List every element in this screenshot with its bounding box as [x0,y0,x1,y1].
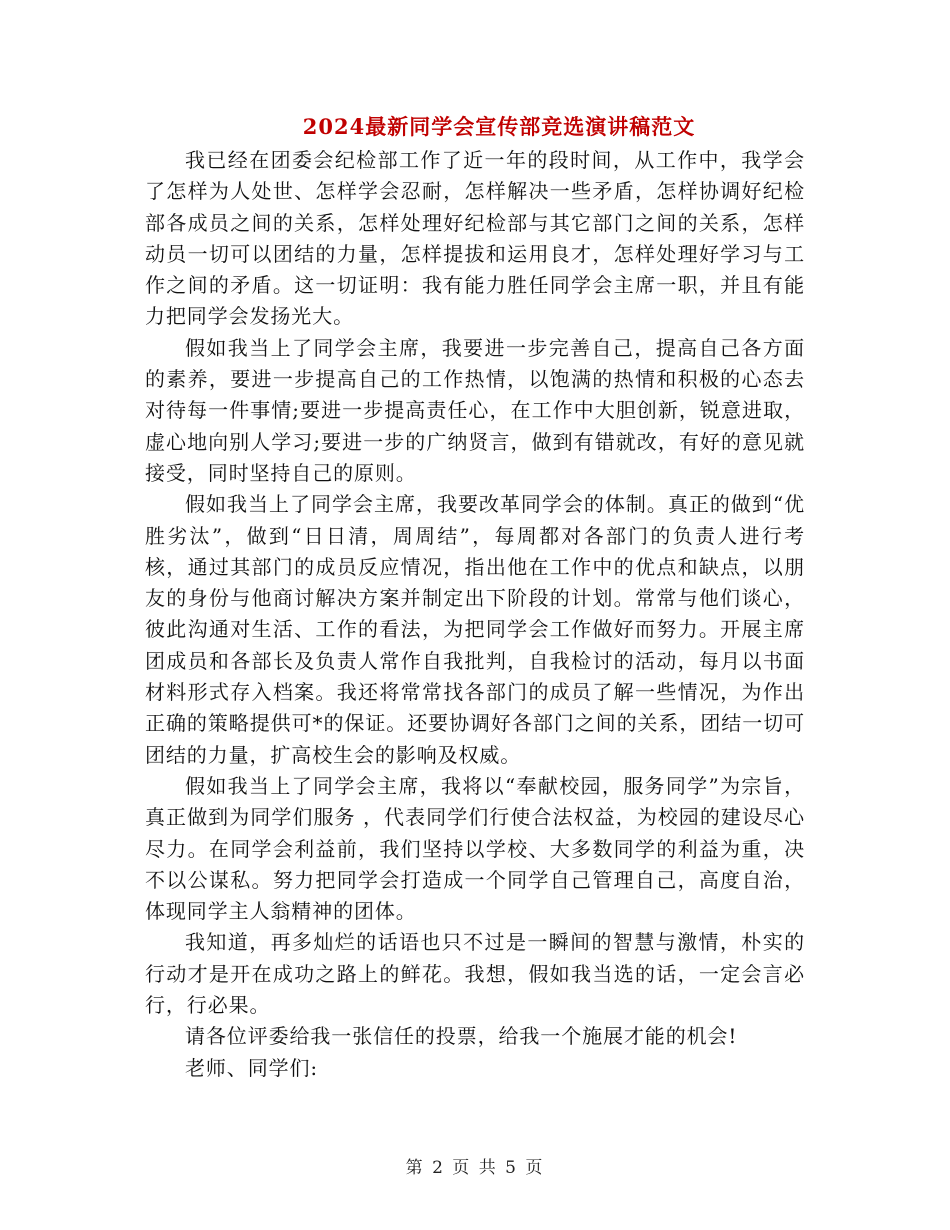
paragraph: 请各位评委给我一张信任的投票，给我一个施展才能的机会! [185,1024,738,1049]
page-number-footer: 第 2 页 共 5 页 [405,1158,545,1178]
paragraph: 假如我当上了同学会主席，我将以“奉献校园，服务同学”为宗旨，真正做到为同学们服务 ，代表同学们行使合法权益，为校园的建设尽心尽力。在同学会利益前，我们坚持以学校、大多数同学的利益为重，决不以公谋私。努力把同学会打造成一个同学自己管理自己，高度自治，体现同学主人翁精神的团体。 [145,773,805,924]
document-body [145,145,805,1084]
paragraph: 我知道，再多灿烂的话语也只不过是一瞬间的智慧与激情，朴实的行动才是开在成功之路上的鲜花。我想，假如我当选的话，一定会言必行，行必果。 [145,930,805,1018]
paragraph: 假如我当上了同学会主席，我要进一步完善自己，提高自己各方面的素养，要进一步提高自己的工作热情，以饱满的热情和积极的心态去对待每一件事情;要进一步提高责任心，在工作中大胆创新，锐意进取，虚心地向别人学习;要进一步的广纳贤言，做到有错就改，有好的意见就接受，同时坚持自己的原则。 [145,335,805,485]
document-title: 2024最新同学会宣传部竞选演讲稿范文 [302,114,696,139]
paragraph: 老师、同学们: [185,1055,319,1080]
paragraph: 假如我当上了同学会主席，我要改革同学会的体制。真正的做到“优胜劣汰”，做到“日日清，周周结”，每周都对各部门的负责人进行考核，通过其部门的成员反应情况，指出他在工作中的优点和缺点，以朋友的身份与他商讨解决方案并制定出下阶段的计划。常常与他们谈心，彼此沟通对生活、工作的看法，为把同学会工作做好而努力。开展主席团成员和各部长及负责人常作自我批判，自我检讨的活动，每月以书面材料形式存入档案。我还将常常找各部门的成员了解一些情况，为作出正确的策略提供可*的保证。还要协调好各部门之间的关系，团结一切可团结的力量，扩高校生会的影响及权威。 [145,492,805,767]
paragraph: 我已经在团委会纪检部工作了近一年的段时间，从工作中，我学会了怎样为人处世、怎样学会忍耐，怎样解决一些矛盾，怎样协调好纪检部各成员之间的关系，怎样处理好纪检部与其它部门之间的关系，怎样动员一切可以团结的力量，怎样提拔和运用良才，怎样处理好学习与工作之间的矛盾。这一切证明：我有能力胜任同学会主席一职，并且有能力把同学会发扬光大。 [145,148,805,329]
